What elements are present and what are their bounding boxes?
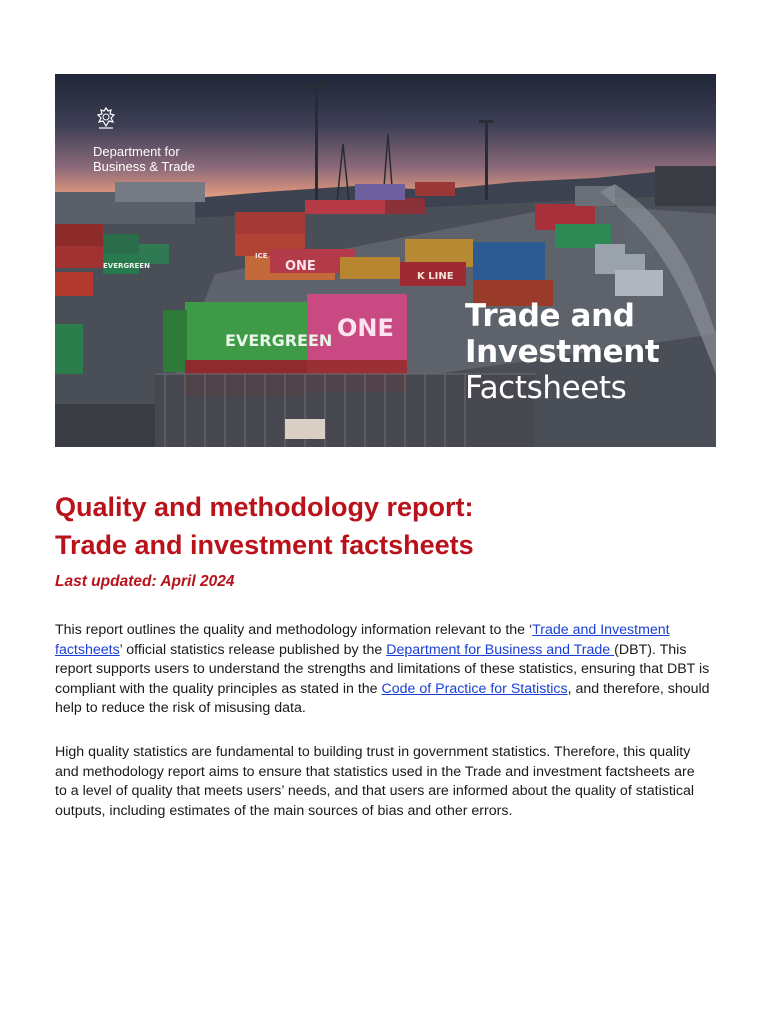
container-text: K LINE bbox=[417, 271, 454, 282]
page-title-line: Trade and investment factsheets bbox=[55, 530, 474, 560]
container-text: ONE bbox=[337, 314, 394, 342]
paragraph-text: (DBT). This report supports users to understand the strengths and limitations of these statistics, ensuring that DBT is compliant with the quality principles as stated in the bbox=[55, 641, 710, 697]
hero-title-line: Trade and bbox=[465, 298, 635, 334]
logo-text-line: Business & Trade bbox=[93, 159, 195, 174]
container-text: ONE bbox=[285, 259, 316, 274]
container-text: EVERGREEN bbox=[225, 331, 333, 350]
paragraph-text: This report outlines the quality and methodology information relevant to the ‘ bbox=[55, 622, 533, 638]
link-code-of-practice[interactable]: Code of Practice for Statistics bbox=[381, 680, 568, 697]
container-text: ICE bbox=[255, 252, 268, 260]
quality-paragraph: High quality statistics are fundamental to building trust in government statistics. Therefore, this quality and methodology report aims to ensure that statistics used in the Trade and investment factsheets are to a level of quality that meets users’ needs, and that users are informed about the quality of statistical outputs, including estimates of the main sources of bias and other errors. bbox=[55, 744, 695, 819]
container-text: EVERGREEN bbox=[103, 262, 150, 270]
hero-title-line: Investment bbox=[465, 334, 660, 370]
link-trade-investment-factsheets[interactable]: Trade and Investment factsheets bbox=[55, 622, 670, 658]
page-title bbox=[55, 488, 735, 564]
paragraph-text: , and therefore, should help to reduce the risk of misusing data. bbox=[55, 680, 710, 717]
page-title-line: Quality and methodology report: bbox=[55, 492, 474, 522]
royal-crest-icon bbox=[93, 106, 119, 132]
paragraph-text: ’ official statistics release published by the bbox=[119, 641, 387, 658]
hero-title-line: Factsheets bbox=[465, 370, 627, 406]
link-department-business-trade[interactable]: Department for Business and Trade bbox=[386, 641, 615, 658]
logo-text-line: Department for bbox=[93, 144, 180, 159]
cover-image bbox=[55, 74, 716, 447]
last-updated: Last updated: April 2024 bbox=[55, 573, 235, 590]
intro-paragraph bbox=[55, 621, 710, 719]
hero-title bbox=[465, 298, 659, 406]
